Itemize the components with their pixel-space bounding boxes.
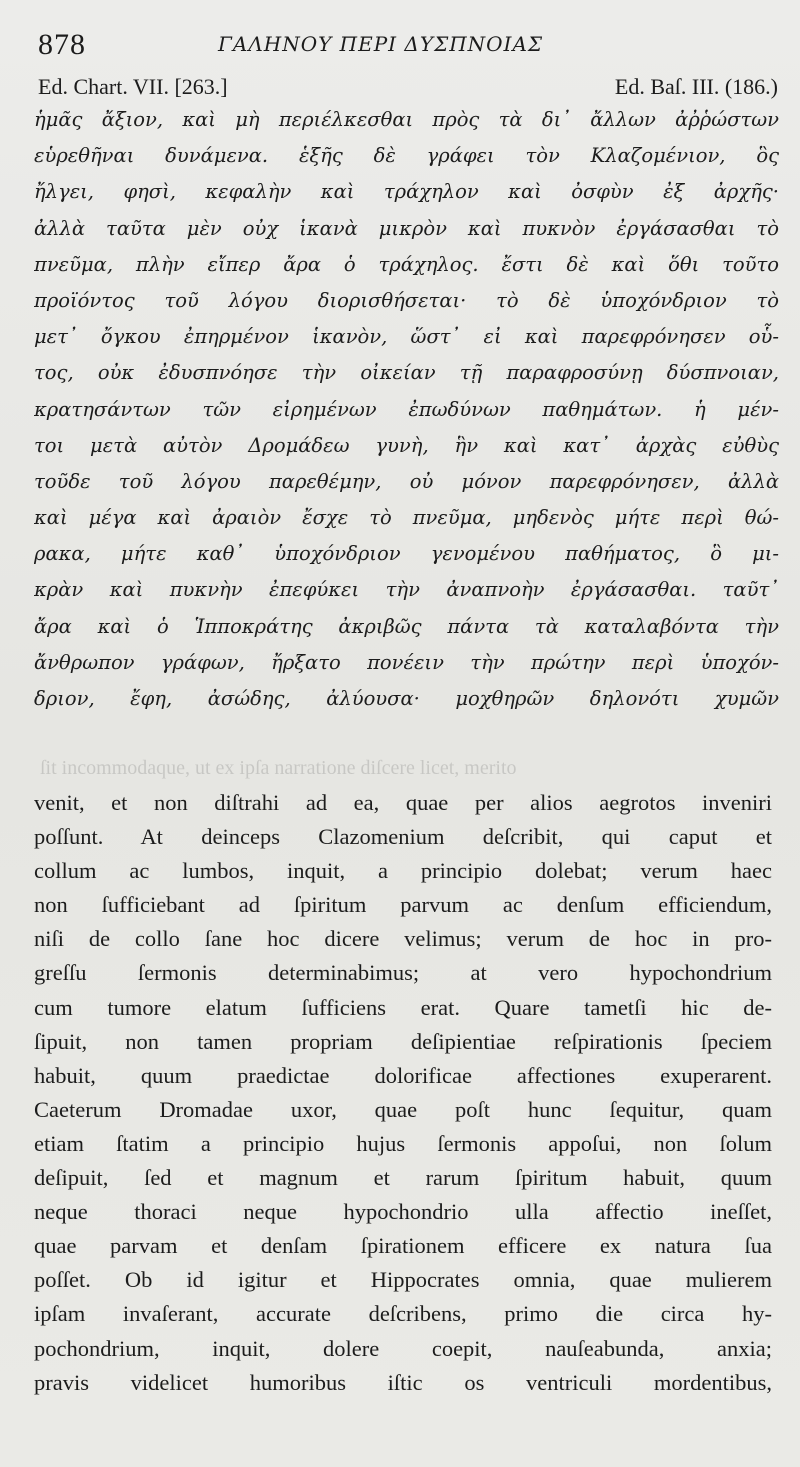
bleed-through-text: ſit incommodaque, ut ex ipſa narratione diſcere licet, merito — [40, 757, 517, 779]
latin-line: quae parvam et denſam ſpirationem efficere ex natura ſua — [34, 1233, 772, 1259]
latin-line: greſſu ſermonis determinabimus; at vero hypochondrium — [34, 960, 772, 986]
greek-line: ἄρα καὶ ὁ Ἱπποκράτης ἀκριβῶς πάντα τὰ καταλαβόντα τὴν — [34, 614, 779, 638]
edition-chartier-ref: Ed. Chart. VII. [263.] — [38, 74, 228, 99]
latin-line: neque thoraci neque hypochondrio ulla affectio ineſſet, — [34, 1199, 772, 1225]
latin-text-block — [34, 786, 772, 1400]
running-title: ΓΑΛΗΝΟΥ ΠΕΡΙ ΔΥΣΠΝΟΙΑΣ — [218, 32, 544, 56]
greek-line: καὶ μέγα καὶ ἀραιὸν ἔσχε τὸ πνεῦμα, μηδενὸς μήτε περὶ θώ- — [34, 506, 779, 530]
greek-line: κρὰν καὶ πυκνὴν ἐπεφύκει τὴν ἀναπνοὴν ἐργάσασθαι. ταῦτ᾽ — [34, 578, 779, 602]
latin-line: habuit, quum praedictae dolorificae affectiones exuperarent. — [34, 1062, 772, 1088]
greek-line: τοι μετὰ αὐτὸν Δρομάδεω γυνὴ, ἣν καὶ κατ᾽ ἀρχὰς εὐθὺς — [34, 433, 779, 457]
greek-line: μετ᾽ ὄγκου ἐπηρμένον ἱκανὸν, ὥστ᾽ εἰ καὶ παρεφρόνησεν οὗ- — [34, 325, 779, 349]
latin-line: pravis videlicet humoribus iſtic os ventriculi mordentibus, — [34, 1369, 772, 1395]
greek-line: πνεῦμα, πλὴν εἴπερ ἄρα ὁ τράχηλος. ἔστι δὲ καὶ ὅθι τοῦτο — [34, 252, 779, 276]
latin-line: ipſam invaſerant, accurate deſcribens, primo die circa hy- — [34, 1301, 772, 1327]
greek-line: ἡμᾶς ἄξιον, καὶ μὴ περιέλκεσθαι πρὸς τὰ δι᾽ ἄλλων ἀῤῥώστων — [34, 108, 779, 131]
greek-line: τοῦδε τοῦ λόγου παρεθέμην, οὐ μόνον παρεφρόνησεν, ἀλλὰ — [34, 469, 779, 493]
latin-line: poſſunt. At deinceps Clazomenium deſcribit, qui caput et — [34, 824, 772, 850]
page-header — [38, 28, 768, 60]
greek-line: τος, οὐκ ἐδυσπνόησε τὴν οἰκείαν τῇ παραφροσύνῃ δύσπνοιαν, — [34, 361, 779, 385]
latin-line: non ſufficiebant ad ſpiritum parvum ac denſum efficiendum, — [34, 892, 772, 918]
latin-line: collum ac lumbos, inquit, a principio dolebat; verum haec — [34, 858, 772, 884]
greek-line: προϊόντος τοῦ λόγου διορισθήσεται· τὸ δὲ ὑποχόνδριον τὸ — [34, 288, 779, 312]
latin-line: etiam ſtatim a principio hujus ſermonis appoſui, non ſolum — [34, 1130, 772, 1156]
latin-line: deſipuit, ſed et magnum et rarum ſpiritum habuit, quum — [34, 1165, 772, 1191]
edition-references — [38, 74, 778, 102]
latin-line: cum tumore elatum ſufficiens erat. Quare tametſi hic de- — [34, 994, 772, 1020]
page-number: 878 — [38, 28, 86, 61]
greek-text-block — [34, 102, 779, 717]
edition-basel-ref: Ed. Baſ. III. (186.) — [614, 74, 778, 99]
greek-line: ἀλλὰ ταῦτα μὲν οὐχ ἱκανὰ μικρὸν καὶ πυκνὸν ἐργάσασθαι τὸ — [34, 216, 779, 240]
latin-line: pochondrium, inquit, dolere coepit, nauſeabunda, anxia; — [34, 1335, 772, 1361]
latin-line: poſſet. Ob id igitur et Hippocrates omnia, quae mulierem — [34, 1267, 772, 1293]
latin-line: Caeterum Dromadae uxor, quae poſt hunc ſequitur, quam — [34, 1096, 772, 1122]
latin-line: niſi de collo ſane hoc dicere velimus; verum de hoc in pro- — [34, 926, 772, 952]
greek-line: δριον, ἔφη, ἀσώδης, ἀλύουσα· μοχθηρῶν δηλονότι χυμῶν — [34, 687, 779, 710]
greek-line: εὑρεθῆναι δυνάμενα. ἑξῆς δὲ γράφει τὸν Κλαζομένιον, ὃς — [34, 144, 779, 168]
greek-line: ρακα, μήτε καθ᾽ ὑποχόνδριον γενομένου παθήματος, ὃ μι- — [34, 542, 779, 566]
latin-line: venit, et non diſtrahi ad ea, quae per alios aegrotos inveniri — [34, 790, 772, 815]
greek-line: κρατησάντων τῶν εἰρημένων ἐπωδύνων παθημάτων. ἡ μέν- — [34, 397, 779, 421]
greek-line: ἤλγει, φησὶ, κεφαλὴν καὶ τράχηλον καὶ ὀσφὺν ἐξ ἀρχῆς· — [34, 180, 779, 204]
latin-line: ſipuit, non tamen propriam deſipientiae reſpirationis ſpeciem — [34, 1028, 772, 1054]
greek-line: ἄνθρωπον γράφων, ἤρξατο πονέειν τὴν πρώτην περὶ ὑποχόν- — [34, 650, 779, 674]
